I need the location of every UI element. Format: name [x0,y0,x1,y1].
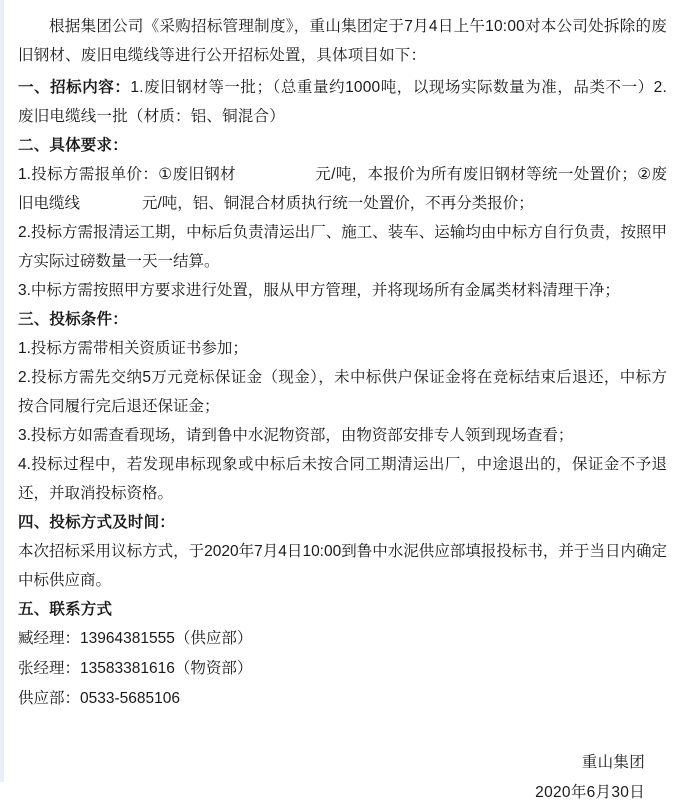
signature-date: 2020年6月30日 [535,784,645,801]
contact-line-3: 供应部：0533-5685106 [18,690,180,707]
section-1 [18,73,667,131]
section-1-inline-text: 1.废旧钢材等一批；（总重量约1000吨，以现场实际数量为准，品类不一）2.废旧电缆线一批（材质：铝、铜混合） [18,79,668,125]
intro-paragraph: 根据集团公司《采购招标管理制度》，重山集团定于7月4日上午10:00对本公司处拆除的废旧钢材、废旧电缆线等进行公开招标处置，具体项目如下： [18,18,667,64]
contact-line-1: 臧经理：13964381555（供应部） [18,630,253,647]
section-2-item-1: 1.投标方需报单价：①废旧钢材 元/吨，本报价为所有废旧钢材等统一处置价；②废旧电缆线 元/吨，铝、铜混合材质执行统一处置价，不再分类报价； [18,166,667,212]
section-3-heading: 三、投标条件： [18,311,128,328]
signature-company: 重山集团 [581,754,645,771]
section-2-item-2: 2.投标方需报清运工期，中标后负责清运出厂、施工、装车、运输均由中标方自行负责，按照甲方实际过磅数量一天一结算。 [18,224,667,270]
section-4-heading: 四、投标方式及时间： [18,514,176,531]
section-4-item-1: 本次招标采用议标方式，于2020年7月4日10:00到鲁中水泥供应部填报投标书，并于当日内确定中标供应商。 [18,543,667,589]
contact-line-2: 张经理：13583381616（物资部） [18,660,253,677]
section-1-heading: 一、招标内容： [18,79,131,96]
left-margin-rule [0,0,4,782]
section-3-item-2: 2.投标方需先交纳5万元竞标保证金（现金），未中标供户保证金将在竞标结束后退还，中标方按合同履行完后退还保证金； [18,369,667,415]
section-3-item-3: 3.投标方如需查看现场，请到鲁中水泥物资部，由物资部安排专人领到现场查看； [18,427,574,444]
section-3-item-1: 1.投标方需带相关资质证书参加； [18,340,248,357]
section-5-heading: 五、联系方式 [18,601,113,618]
signature-block [18,748,667,808]
section-2-heading: 二、具体要求： [18,137,128,154]
section-3-item-4: 4.投标过程中，若发现串标现象或中标后未按合同工期清运出厂，中途退出的，保证金不予退还，并取消投标资格。 [18,456,667,502]
section-2-item-3: 3.中标方需按照甲方要求进行处置，服从甲方管理，并将现场所有金属类材料清理干净； [18,282,620,299]
